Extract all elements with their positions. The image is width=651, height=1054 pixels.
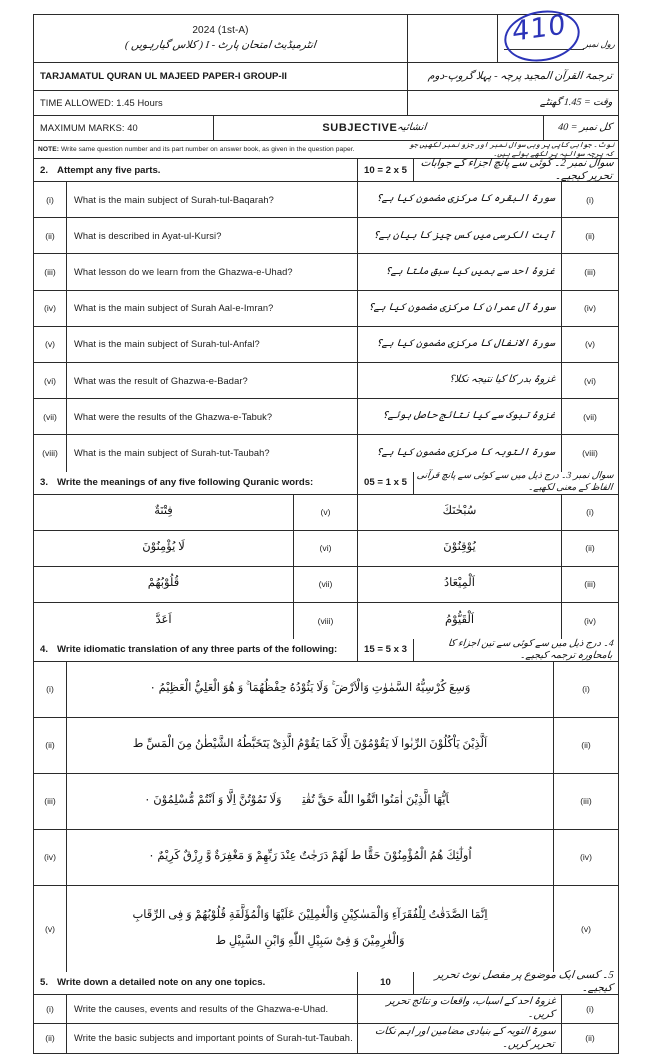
- exam-year: 2024 (1st-A): [192, 24, 249, 36]
- question-text-urdu: [358, 291, 562, 326]
- word-number-label-right: (iii): [584, 579, 596, 589]
- verse-number-left: [34, 774, 67, 829]
- word-number-label-right: (ii): [585, 543, 595, 553]
- part-number-label: (ii): [45, 1033, 55, 1043]
- q4-verses-list: [34, 662, 618, 972]
- time-allowed-en: TIME ALLOWED: 1.45 Hours: [34, 91, 408, 115]
- header-title-row: [34, 9, 618, 63]
- question-text-en: [67, 435, 358, 471]
- table-row: [34, 182, 618, 218]
- header-spacer-cell: [408, 15, 498, 62]
- part-number-label: (ii): [45, 230, 55, 241]
- topic-label-urdu: غزوۂ احد کے اسباب، واقعات و نتائج تحریر کریں۔: [385, 996, 557, 1020]
- maximum-marks-en: MAXIMUM MARKS: 40: [34, 116, 214, 140]
- question-label-urdu: آیت الکرسی میں کس چیز کا بیان ہے؟: [372, 229, 556, 241]
- verse-number-label: (v): [44, 923, 56, 934]
- question-text-en: [67, 254, 358, 289]
- part-number-label-urdu: (i): [586, 1003, 594, 1014]
- q5-header-row: [34, 972, 618, 995]
- question-text-en: [67, 399, 358, 434]
- q2-marks: 10 = 2 x 5: [358, 159, 414, 181]
- part-number-right: [562, 363, 618, 398]
- part-number-left: [34, 363, 67, 398]
- paper-type-cell: SUBJECTIVE انشائیہ: [214, 116, 544, 140]
- subject-name-urdu-cell: ترجمۃ القرآن المجید پرچہ - پہلا گروپ-دوم: [427, 70, 613, 82]
- part-number-label: (v): [44, 339, 56, 350]
- roll-number-cell: [498, 9, 618, 62]
- question-label-urdu: سورۂ آل عمران کا مرکزی مضمون کیا ہے؟: [367, 301, 556, 313]
- exam-paper: [33, 9, 619, 1054]
- q4-header-row: [34, 639, 618, 662]
- table-row: [34, 603, 618, 639]
- question-text-en: [67, 327, 358, 362]
- part-number-label: (iii): [44, 266, 56, 277]
- word-number-right: [562, 567, 618, 602]
- note-en: NOTE: Write same question number and its part number on answer book, as given in the question paper.: [38, 146, 355, 153]
- part-number-right: [562, 291, 618, 326]
- verse-number-right: [554, 662, 618, 717]
- part-number-label: (i): [46, 194, 54, 205]
- question-label-en: What is the main subject of Surah-tul-Baqarah?: [74, 194, 274, 205]
- verse-number-label: (iii): [44, 796, 56, 806]
- verse-text-cell: [67, 830, 554, 885]
- word-number-label-left: (v): [320, 507, 331, 517]
- verse-number-right: [554, 718, 618, 773]
- table-row: [34, 774, 618, 830]
- question-label-en: What is the main subject of Surah-tul-Anfal?: [74, 339, 260, 350]
- part-number-left: [34, 995, 67, 1023]
- q3-header-row: [34, 472, 618, 495]
- word-number-label-left: (vi): [319, 543, 332, 553]
- question-label-en: What was the result of Ghazwa-e-Badar?: [74, 375, 248, 386]
- quranic-word-cell-left: [34, 567, 294, 602]
- question-label-en: What were the results of the Ghazwa-e-Tabuk?: [74, 411, 273, 422]
- quranic-word-cell-right: [358, 495, 562, 530]
- verse-line: وَسِعَ كُرْسِيُّهُ السَّمٰوٰتِ وَالْاَرْضَ ۚ وَلَا يَئُوْدُهُ حِفْظُهُمَا ۚ وَ هُوَ الْعَلِيُّ الْعَظِيْمُ ٠: [149, 682, 471, 695]
- topic-label-en: Write the basic subjects and important points of Surah-tut-Taubah.: [74, 1033, 353, 1043]
- question-label-urdu: سورۃ الانفال کا مرکزی مضمون کیا ہے؟: [375, 338, 556, 350]
- q4-title-urdu: 4۔ درج ذیل میں سے کوئی سے تین اجزاء کا بامحاورہ ترجمہ کیجیے۔: [447, 637, 615, 661]
- verse-line: يٰۤاَيُّهَا الَّذِيْنَ اٰمَنُوا اتَّقُوا اللّٰهَ حَقَّ تُقٰتِهٖ وَلَا تَمُوْتُنَّ اِلَّا وَ اَنْتُمْ مُّسْلِمُوْنَ ٠: [144, 794, 476, 807]
- table-row: [34, 435, 618, 471]
- verse-number-label-urdu: (iv): [580, 852, 592, 862]
- part-number-label: (vi): [44, 375, 56, 386]
- quranic-word-cell-right: [358, 603, 562, 639]
- part-number-label-urdu: (ii): [585, 230, 595, 241]
- quranic-word-right: اَلْمِيْعَادُ: [444, 577, 475, 590]
- question-label-en: What is the main subject of Surah-tut-Taubah?: [74, 448, 270, 459]
- part-number-right: [562, 182, 618, 217]
- part-number-label-urdu: (i): [586, 194, 594, 205]
- time-allowed-urdu: وقت = 1.45 گھنٹے: [539, 96, 613, 108]
- part-number-left: [34, 1024, 67, 1053]
- q2-title-en: 2. Attempt any five parts.: [34, 159, 358, 181]
- verse-text-cell: [67, 774, 554, 829]
- verse-line: اَلَّذِيْنَ يَاْكُلُوْنَ الرِّبٰوا لَا يَقُوْمُوْنَ اِلَّا كَمَا يَقُوْمُ الَّذِىْ يَتَخَبَّطُهُ الشَّيْطٰنُ مِنَ الْمَسِّ ﻁ: [132, 738, 488, 751]
- part-number-right: [562, 1024, 618, 1053]
- part-number-left: [34, 254, 67, 289]
- quranic-word-cell-right: [358, 567, 562, 602]
- roll-number-label: رول نمبر: [583, 39, 616, 50]
- q5-title-urdu: 5۔ کسی ایک موضوع پر مفصل نوٹ تحریر کیجیے۔: [434, 970, 615, 995]
- verse-number-label-urdu: (iii): [580, 796, 592, 806]
- question-text-en: [67, 182, 358, 217]
- exam-name-urdu: انٹرمیڈیٹ امتحان پارٹ - I ( کلاس گیارہویں ): [124, 39, 317, 51]
- table-row: [34, 399, 618, 435]
- question-label-en: What lesson do we learn from the Ghazwa-e-Uhad?: [74, 266, 293, 277]
- word-number-label-right: (iv): [584, 615, 596, 626]
- question-text-urdu: [358, 363, 562, 398]
- question-text-en: [67, 218, 358, 253]
- part-number-label-urdu: (iii): [584, 266, 596, 277]
- question-label-urdu: غزوۂ احد سے ہمیں کیا سبق ملتا ہے؟: [384, 265, 556, 277]
- topic-text-en: [67, 995, 358, 1023]
- table-row: [34, 291, 618, 327]
- question-label-urdu: غزوۂ بدر کا کیا نتیجہ نکلا؟: [448, 374, 556, 386]
- word-number-label-right: (i): [586, 507, 594, 517]
- part-number-label-urdu: (v): [584, 339, 596, 350]
- question-text-urdu: [358, 435, 562, 471]
- part-number-label: (iv): [44, 303, 56, 314]
- part-number-label-urdu: (viii): [582, 448, 598, 459]
- verse-number-label: (ii): [45, 740, 55, 750]
- roll-number-handwritten: 410: [512, 9, 567, 48]
- q4-marks: 15 = 5 x 3: [358, 639, 414, 661]
- exam-title-cell: [34, 15, 408, 62]
- verse-line: اِنَّمَا الصَّدَقٰتُ لِلْفُقَرَآءِ وَالْمَسٰكِيْنِ وَالْعٰمِلِيْنَ عَلَيْهَا وَالْمُؤَلَّفَةِ قُلُوْبُهُمْ وَ فِى الرِّقَابِ: [132, 908, 488, 921]
- topic-text-urdu: [358, 1024, 562, 1053]
- word-number-left: [294, 495, 358, 530]
- verse-number-label-urdu: (ii): [581, 740, 591, 750]
- part-number-label: (i): [46, 1003, 54, 1014]
- quranic-word-left: لَا يُؤْمِنُوْنَ: [142, 541, 185, 554]
- word-number-left: [294, 567, 358, 602]
- table-row: [34, 327, 618, 363]
- subject-name-en: TARJAMATUL QURAN UL MAJEED PAPER-I GROUP-II: [34, 63, 408, 90]
- time-allowed-row: [34, 91, 618, 116]
- part-number-right: [562, 327, 618, 362]
- question-label-en: What is described in Ayat-ul-Kursi?: [74, 230, 222, 241]
- part-number-right: [562, 399, 618, 434]
- question-text-en: [67, 363, 358, 398]
- quranic-word-left: اَعَدَّ: [155, 613, 172, 626]
- q2-parts-list: [34, 182, 618, 472]
- word-number-label-left: (vii): [318, 579, 333, 589]
- topic-label-urdu: سورۃ التوبہ کے بنیادی مضامین اور اہم نکات تحریر کریں۔: [374, 1025, 557, 1049]
- part-number-right: [562, 435, 618, 471]
- question-text-urdu: [358, 399, 562, 434]
- q5-title-en: 5. Write down a detailed note on any one topics.: [34, 972, 358, 994]
- note-urdu: نوٹ۔ جوابی کاپی پر وہی سوال نمبر اور جزو نمبر لکھیں جو کہ پرچہ سوالیہ پر لکھے ہوئے ہیں۔: [409, 140, 615, 158]
- word-number-right: [562, 495, 618, 530]
- verse-number-label: (i): [46, 684, 54, 694]
- marks-row: [34, 116, 618, 141]
- total-marks-urdu: کل نمبر = 40: [557, 121, 613, 133]
- q2-title-urdu: سوال نمبر 2۔ کوئی سے پانچ اجزاء کے جوابات تحریر کیجیے۔: [420, 157, 615, 182]
- word-number-left: [294, 531, 358, 566]
- part-number-label-urdu: (vi): [584, 375, 596, 386]
- verse-number-label-urdu: (v): [580, 923, 592, 934]
- table-row: [34, 218, 618, 254]
- verse-number-left: [34, 830, 67, 885]
- verse-number-right: [554, 830, 618, 885]
- question-text-urdu: [358, 182, 562, 217]
- q3-words-list: [34, 495, 618, 639]
- table-row: [34, 886, 618, 972]
- verse-text-cell: [67, 886, 554, 972]
- quranic-word-cell-left: [34, 603, 294, 639]
- question-text-urdu: [358, 254, 562, 289]
- q3-title-en: 3. Write the meanings of any five following Quranic words:: [34, 472, 358, 494]
- quranic-word-right: يُوْقِنُوْنَ: [443, 541, 476, 554]
- table-row: [34, 254, 618, 290]
- verse-text-cell: [67, 662, 554, 717]
- word-number-right: [562, 603, 618, 639]
- quranic-word-left: قُلُوْبُهُمْ: [147, 577, 180, 590]
- question-text-en: [67, 291, 358, 326]
- q3-marks: 05 = 1 x 5: [358, 472, 414, 494]
- table-row: [34, 718, 618, 774]
- word-number-left: [294, 603, 358, 639]
- table-row: [34, 995, 618, 1024]
- verse-text-cell: [67, 718, 554, 773]
- part-number-right: [562, 218, 618, 253]
- word-number-label-left: (viii): [317, 615, 334, 626]
- verse-number-right: [554, 774, 618, 829]
- verse-number-left: [34, 886, 67, 972]
- table-row: [34, 567, 618, 603]
- verse-line: اُولٰٓئِكَ هُمُ الْمُؤْمِنُوْنَ حَقًّا ﻁ لَهُمْ دَرَجٰتٌ عِنْدَ رَبِّهِمْ وَ مَغْفِرَةٌ وَّ رِزْقٌ كَرِيْمٌ ٠: [148, 850, 472, 863]
- table-row: [34, 531, 618, 567]
- quranic-word-cell-left: [34, 495, 294, 530]
- question-text-urdu: [358, 218, 562, 253]
- part-number-label: (viii): [42, 448, 58, 459]
- table-row: [34, 495, 618, 531]
- part-number-label: (vii): [43, 411, 57, 422]
- part-number-left: [34, 218, 67, 253]
- question-label-urdu: سورۃ البقرہ کا مرکزی مضمون کیا ہے؟: [375, 193, 556, 205]
- part-number-left: [34, 399, 67, 434]
- part-number-left: [34, 327, 67, 362]
- table-row: [34, 830, 618, 886]
- quranic-word-left: فِتْنَةٌ: [154, 505, 173, 518]
- verse-number-left: [34, 662, 67, 717]
- q3-title-urdu: سوال نمبر 3۔ درج ذیل میں سے کوئی سے پانچ قرآنی الفاظ کے معنی لکھیے۔: [416, 470, 615, 493]
- part-number-right: [562, 254, 618, 289]
- verse-number-right: [554, 886, 618, 972]
- quranic-word-right: سُبْحٰنَكَ: [442, 505, 477, 518]
- q5-marks: 10: [358, 972, 414, 994]
- table-row: [34, 363, 618, 399]
- part-number-right: [562, 995, 618, 1023]
- question-label-en: What is the main subject of Surah Aal-e-Imran?: [74, 303, 274, 314]
- subject-row: [34, 63, 618, 91]
- topic-label-en: Write the causes, events and results of the Ghazwa-e-Uhad.: [74, 1003, 329, 1014]
- q2-header-row: [34, 159, 618, 182]
- topic-text-en: [67, 1024, 358, 1053]
- part-number-left: [34, 182, 67, 217]
- verse-line: وَالْغٰرِمِيْنَ وَ فِىْ سَبِيْلِ اللّٰهِ وَابْنِ السَّبِيْلِ ﻁ: [215, 935, 405, 947]
- quranic-word-cell-right: [358, 531, 562, 566]
- quranic-word-cell-left: [34, 531, 294, 566]
- table-row: [34, 662, 618, 718]
- part-number-label-urdu: (ii): [585, 1033, 595, 1043]
- part-number-left: [34, 291, 67, 326]
- question-text-urdu: [358, 327, 562, 362]
- question-label-urdu: غزوۂ تبوک سے کیا نتائج حاصل ہوئے؟: [381, 410, 556, 422]
- verse-number-label: (iv): [44, 852, 56, 862]
- verse-number-label-urdu: (i): [582, 684, 590, 694]
- part-number-label-urdu: (vii): [583, 411, 597, 422]
- topic-text-urdu: [358, 995, 562, 1023]
- verse-number-left: [34, 718, 67, 773]
- question-label-urdu: سورۃ التوبہ کا مرکزی مضمون کیا ہے؟: [375, 447, 556, 459]
- part-number-label-urdu: (iv): [584, 303, 596, 314]
- quranic-word-right: اَلْقَيُّوْمُ: [444, 613, 475, 626]
- table-row: [34, 1024, 618, 1053]
- word-number-right: [562, 531, 618, 566]
- part-number-left: [34, 435, 67, 471]
- q4-title-en: 4. Write idiomatic translation of any three parts of the following:: [34, 639, 358, 661]
